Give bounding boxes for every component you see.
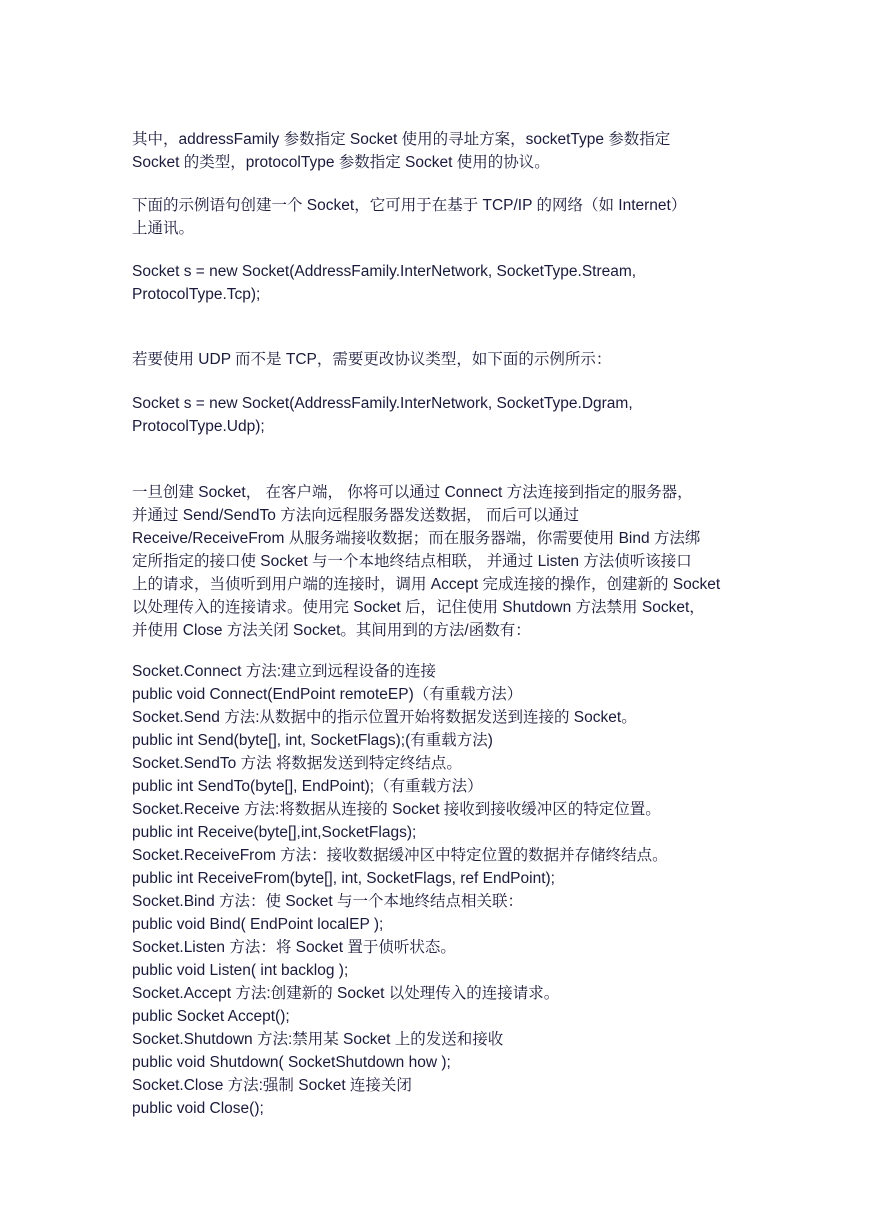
method-line: Socket.SendTo 方法 将数据发送到特定终结点。 xyxy=(132,755,462,772)
method-line: public Socket Accept(); xyxy=(132,1008,290,1025)
method-line: public void Shutdown( SocketShutdown how ); xyxy=(132,1054,451,1071)
text-line: 以处理传入的连接请求。使用完 Socket 后，记住使用 Shutdown 方法禁用 Socket， xyxy=(132,599,705,616)
text-line: 下面的示例语句创建一个 Socket，它可用于在基于 TCP/IP 的网络（如 Internet） xyxy=(132,197,687,214)
text-line: Socket 的类型，protocolType 参数指定 Socket 使用的协议。 xyxy=(132,154,550,171)
method-line: public void Bind( EndPoint localEP ); xyxy=(132,916,384,933)
text-line: 并使用 Close 方法关闭 Socket。其间用到的方法/函数有： xyxy=(132,622,531,639)
method-line: Socket.ReceiveFrom 方法：接收数据缓冲区中特定位置的数据并存储终结点。 xyxy=(132,847,668,864)
text-line: 上的请求，当侦听到用户端的连接时，调用 Accept 完成连接的操作，创建新的 Socket xyxy=(132,576,721,593)
method-line: Socket.Close 方法:强制 Socket 连接关闭 xyxy=(132,1077,412,1094)
code-line: ProtocolType.Tcp); xyxy=(132,286,261,303)
method-line: public void Close(); xyxy=(132,1100,264,1117)
text-line: 一旦创建 Socket， 在客户端， 你将可以通过 Connect 方法连接到指定的服务器， xyxy=(132,484,693,501)
method-line: Socket.Receive 方法:将数据从连接的 Socket 接收到接收缓冲区的特定位置。 xyxy=(132,801,661,818)
method-line: public int Receive(byte[],int,SocketFlags); xyxy=(132,824,417,841)
method-line: Socket.Accept 方法:创建新的 Socket 以处理传入的连接请求。 xyxy=(132,985,560,1002)
code-line: ProtocolType.Udp); xyxy=(132,418,265,435)
code-line: Socket s = new Socket(AddressFamily.InterNetwork, SocketType.Stream, xyxy=(132,263,637,280)
method-line: Socket.Send 方法:从数据中的指示位置开始将数据发送到连接的 Socket。 xyxy=(132,709,637,726)
text-line: Receive/ReceiveFrom 从服务端接收数据；而在服务器端，你需要使用 Bind 方法绑 xyxy=(132,530,701,547)
method-line: Socket.Connect 方法:建立到远程设备的连接 xyxy=(132,663,437,680)
text-line: 上通讯。 xyxy=(132,220,195,237)
method-line: Socket.Shutdown 方法:禁用某 Socket 上的发送和接收 xyxy=(132,1031,504,1048)
text-line: 并通过 Send/SendTo 方法向远程服务器发送数据， 而后可以通过 xyxy=(132,507,579,524)
method-line: public void Connect(EndPoint remoteEP)（有重载方法） xyxy=(132,686,523,703)
method-line: public int SendTo(byte[], EndPoint);（有重载方法） xyxy=(132,778,483,795)
method-line: public int ReceiveFrom(byte[], int, SocketFlags, ref EndPoint); xyxy=(132,870,555,887)
text-line: 若要使用 UDP 而不是 TCP，需要更改协议类型，如下面的示例所示： xyxy=(132,351,612,368)
method-line: Socket.Listen 方法：将 Socket 置于侦听状态。 xyxy=(132,939,456,956)
method-line: public void Listen( int backlog ); xyxy=(132,962,349,979)
text-line: 其中，addressFamily 参数指定 Socket 使用的寻址方案，socketType 参数指定 xyxy=(132,131,671,148)
text-line: 定所指定的接口使 Socket 与一个本地终结点相联， 并通过 Listen 方法侦听该接口 xyxy=(132,553,692,570)
method-line: Socket.Bind 方法：使 Socket 与一个本地终结点相关联： xyxy=(132,893,524,910)
method-line: public int Send(byte[], int, SocketFlags);(有重载方法) xyxy=(132,732,493,749)
code-line: Socket s = new Socket(AddressFamily.InterNetwork, SocketType.Dgram, xyxy=(132,395,633,412)
